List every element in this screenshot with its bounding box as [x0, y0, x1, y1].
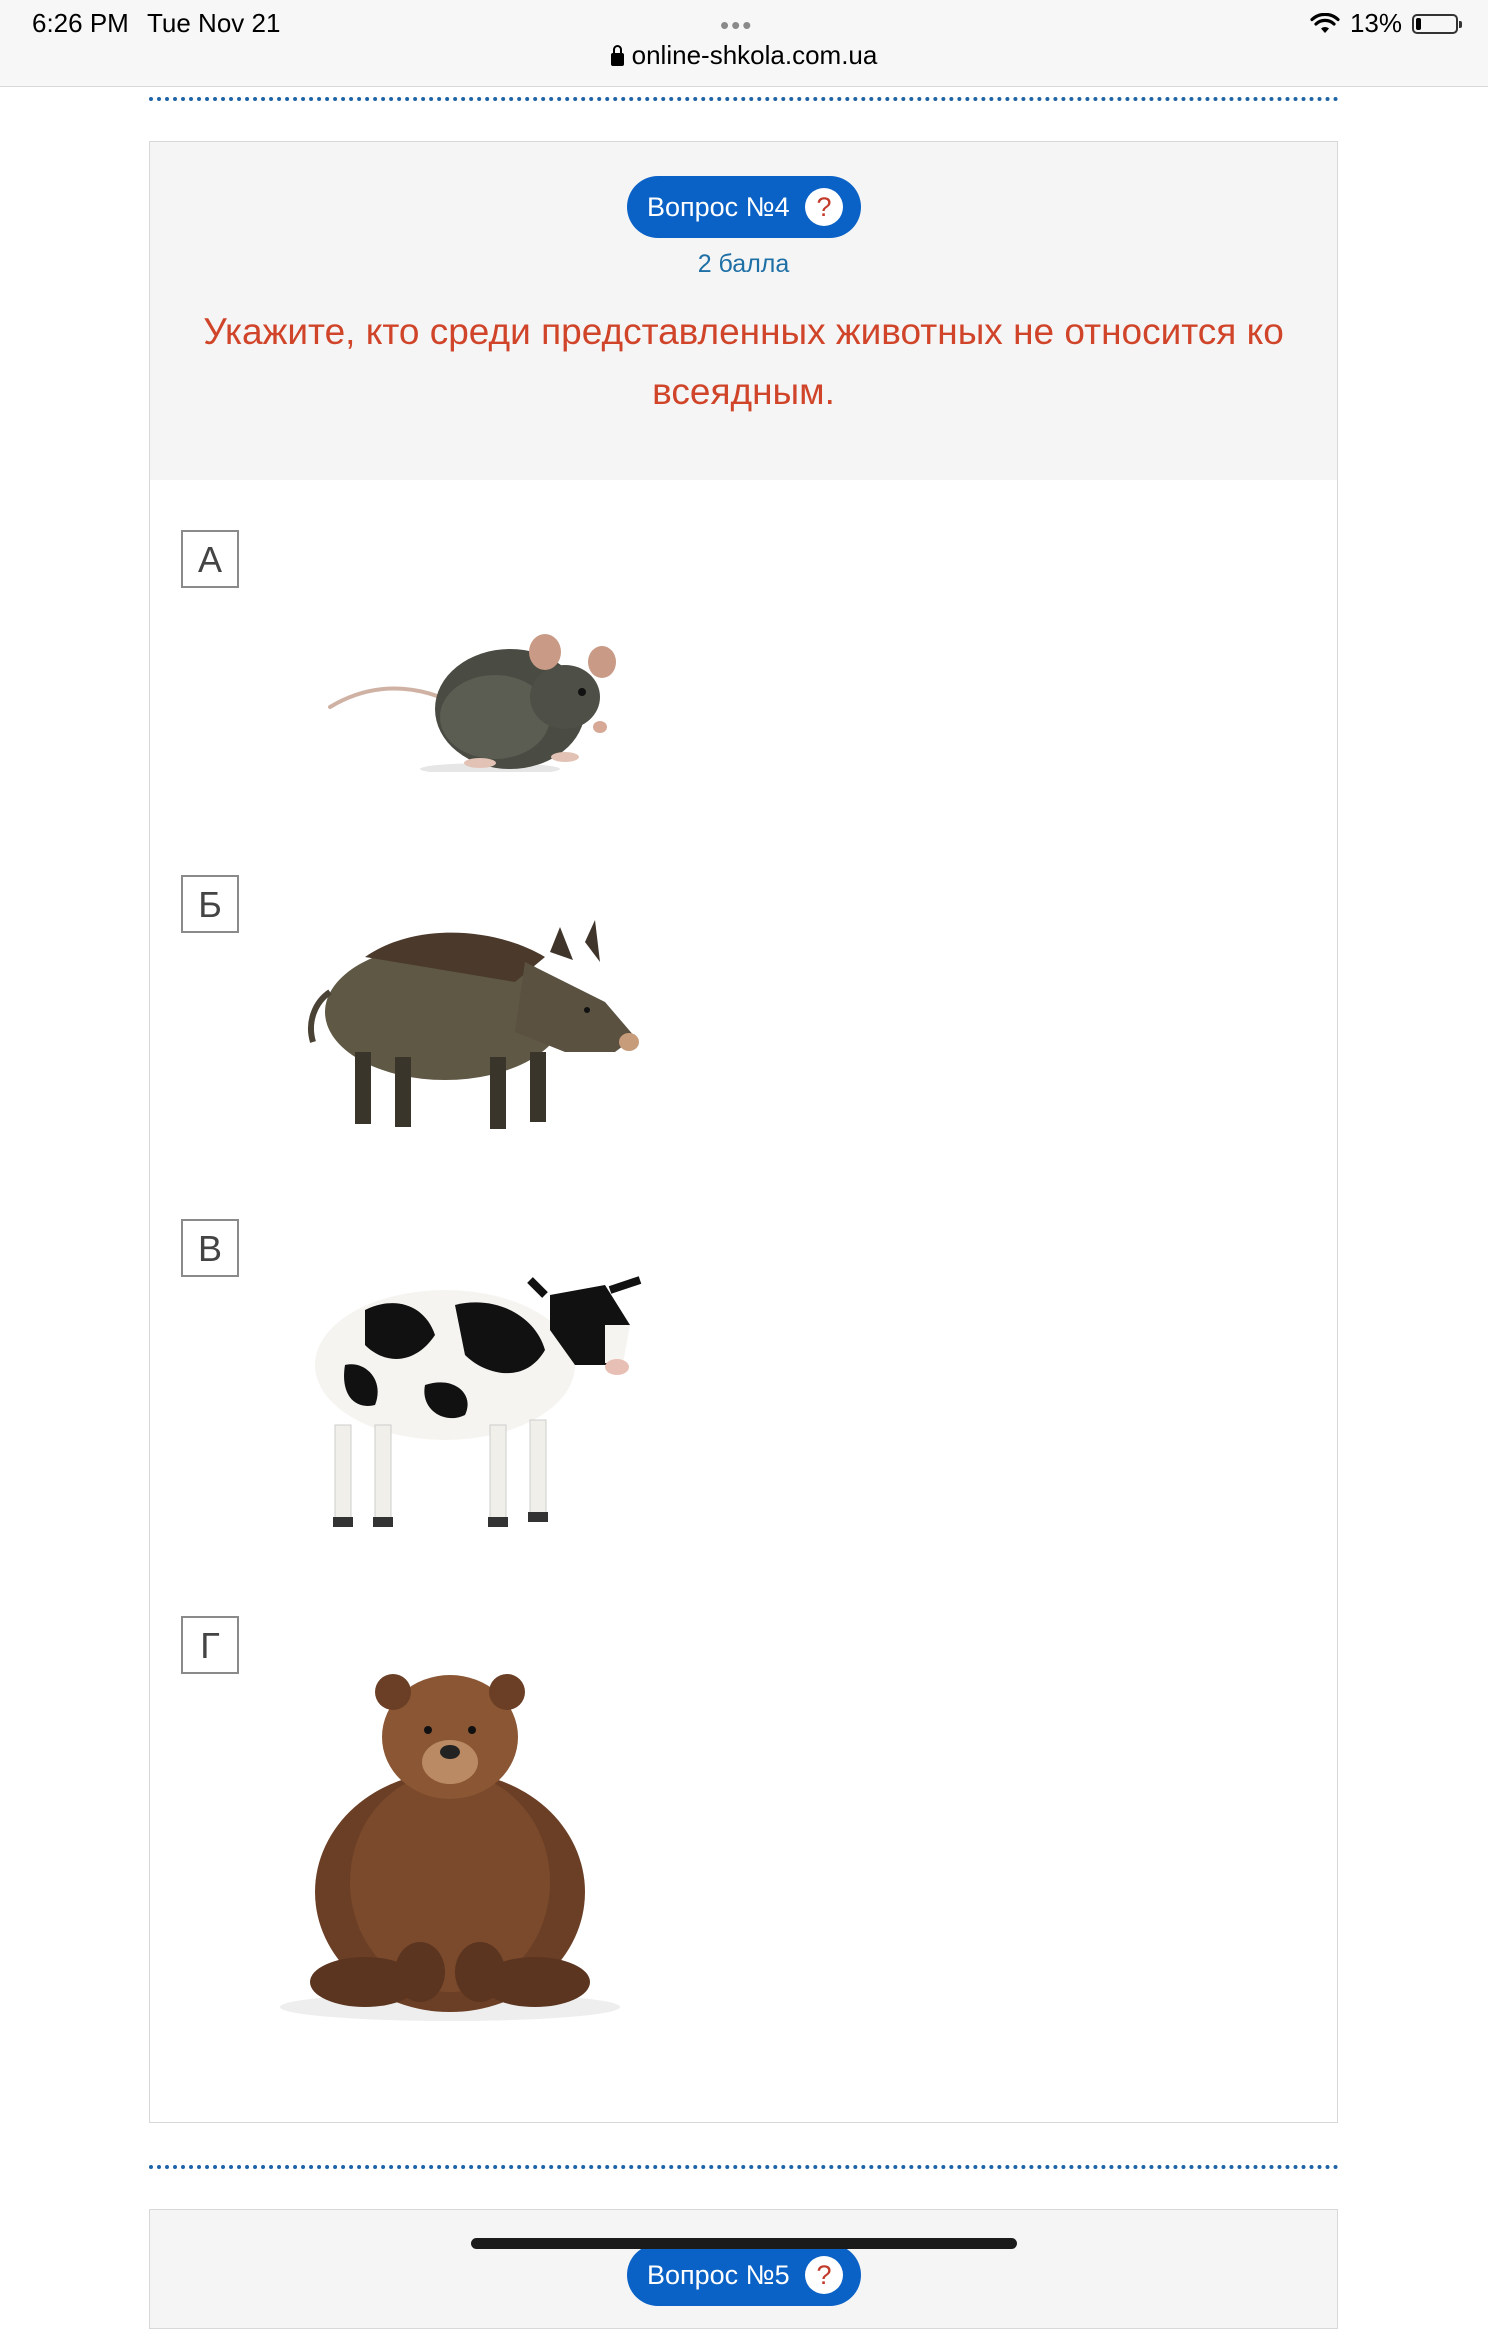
home-indicator[interactable]	[471, 2238, 1017, 2249]
battery-percent: 13%	[1349, 8, 1402, 38]
next-question-label: Вопрос №5	[647, 2260, 790, 2290]
option-d-letter[interactable]: Г	[181, 1616, 239, 1674]
question-number-badge[interactable]	[627, 176, 861, 238]
rat-image	[320, 597, 640, 772]
bear-image	[270, 1652, 630, 2027]
address-bar[interactable]	[0, 40, 1488, 71]
next-question-card	[149, 2209, 1338, 2329]
option-a-letter[interactable]: А	[181, 530, 239, 588]
url-text: online-shkola.com.ua	[631, 40, 878, 70]
divider-bottom	[149, 2165, 1339, 2169]
battery-fill	[1416, 18, 1421, 30]
question-text: Укажите, кто среди представленных животных не относится ко всеядным.	[203, 311, 1284, 412]
question-header	[150, 142, 1337, 480]
divider-top	[149, 97, 1339, 101]
option-c-letter[interactable]: В	[181, 1219, 239, 1277]
option-b-letter[interactable]: Б	[181, 875, 239, 933]
lock-icon	[611, 53, 624, 66]
status-date: Tue Nov 21	[147, 8, 281, 38]
cow-image	[305, 1255, 650, 1535]
help-icon[interactable]: ?	[805, 188, 843, 226]
status-time: 6:26 PM	[32, 8, 129, 38]
status-bar	[0, 0, 1488, 87]
wifi-icon	[1310, 13, 1340, 35]
next-question-badge[interactable]	[627, 2244, 861, 2306]
question-card	[149, 141, 1338, 2123]
question-number-label: Вопрос №4	[647, 192, 790, 222]
question-points: 2 балла	[697, 250, 790, 278]
battery-icon	[1412, 14, 1458, 34]
multitasking-dots-icon[interactable]: •••	[720, 10, 754, 40]
next-help-icon[interactable]: ?	[805, 2256, 843, 2294]
status-indicators	[1310, 8, 1458, 39]
wild-boar-image	[295, 902, 640, 1137]
